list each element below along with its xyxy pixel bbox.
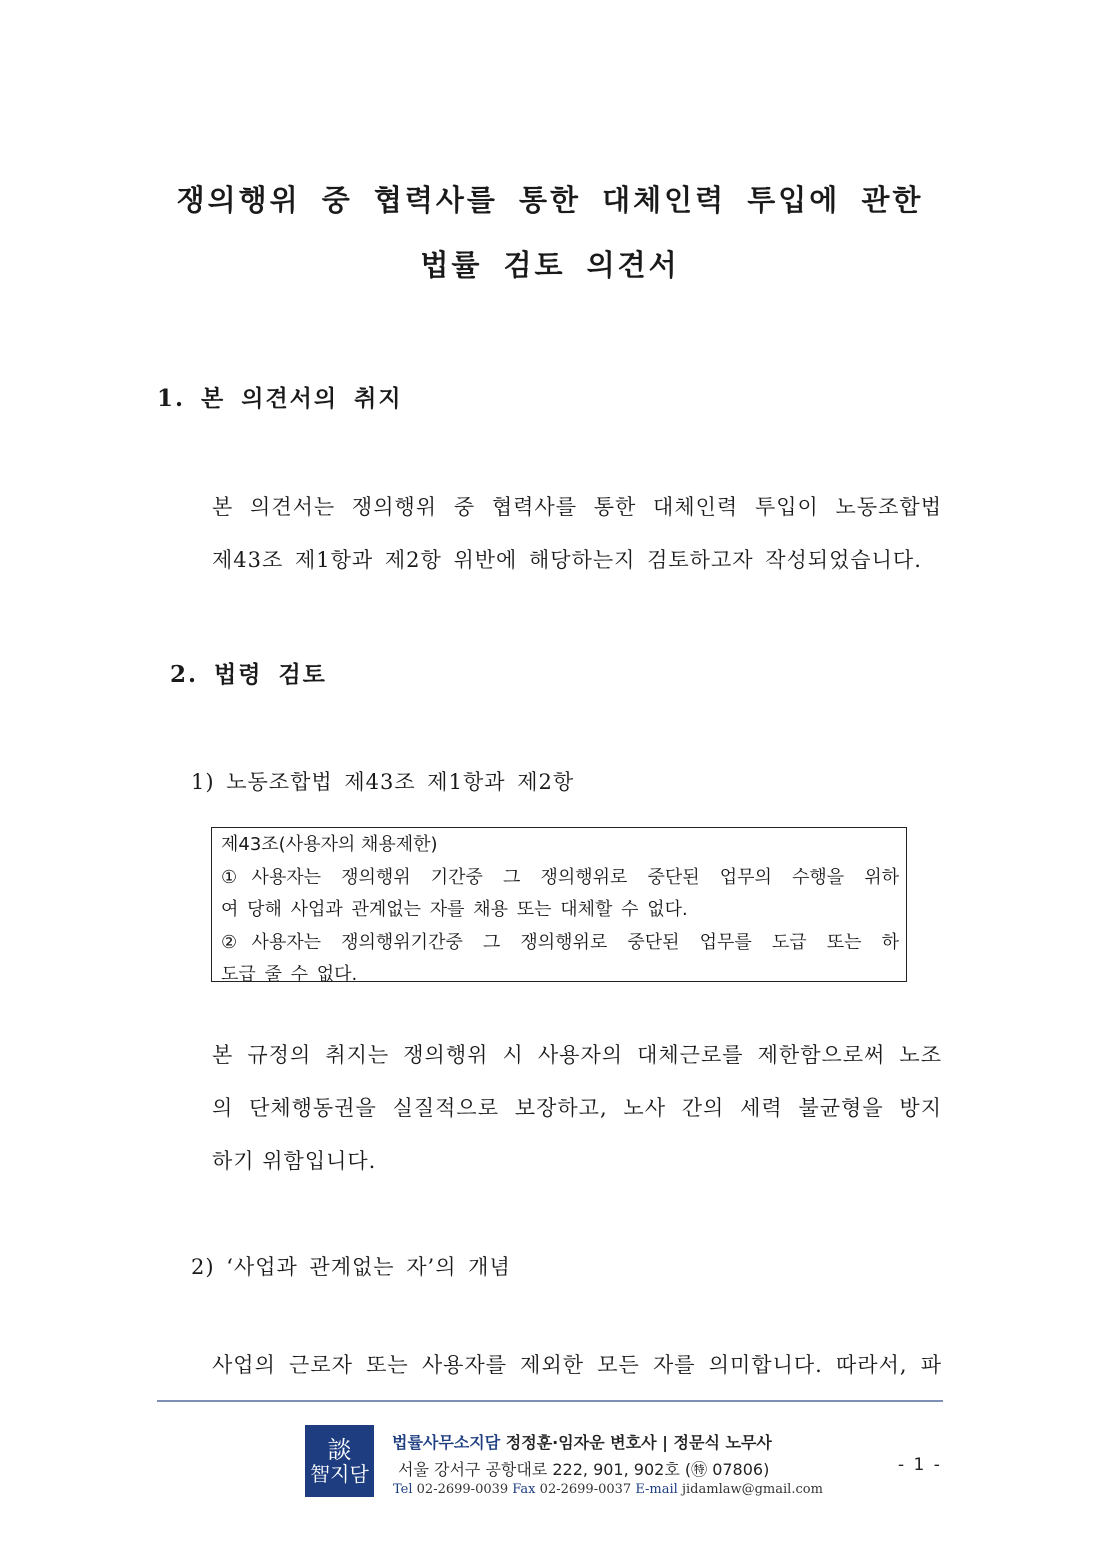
email-label: E-mail xyxy=(635,1482,678,1497)
law-article-box xyxy=(211,827,907,985)
firm-info-line xyxy=(392,1430,772,1453)
firm-contact-line xyxy=(393,1482,823,1497)
section2-heading: 2. 법령 검토 xyxy=(170,661,327,688)
logo-text-top: 談 xyxy=(327,1436,352,1464)
law-firm-logo xyxy=(305,1425,374,1497)
subsection1-paragraph-line2: 의 단체행동권을 실질적으로 보장하고, 노사 간의 세력 불균형을 방지 xyxy=(212,1096,942,1120)
law-article-clause2-line1: ②사용자는 쟁의행위기간중 그 쟁의행위로 중단된 업무를 도급 또는 하 xyxy=(221,931,899,953)
subsection2-heading: 2) ‘사업과 관계없는 자’의 개념 xyxy=(191,1255,511,1279)
fax-number: 02-2699-0037 xyxy=(539,1482,632,1497)
firm-labor-attorney: 정문식 노무사 xyxy=(673,1433,772,1452)
document-title-line2: 법률 검토 의견서 xyxy=(420,248,680,282)
subsection1-paragraph-line1: 본 규정의 취지는 쟁의행위 시 사용자의 대체근로를 제한함으로써 노조 xyxy=(212,1043,942,1067)
firm-address: 서울 강서구 공항대로 222, 901, 902호 (㊕ 07806) xyxy=(398,1460,770,1479)
tel-number: 02-2699-0039 xyxy=(416,1482,509,1497)
document-title-line1: 쟁의행위 중 협력사를 통한 대체인력 투입에 관한 xyxy=(176,183,924,217)
section1-paragraph-line1: 본 의견서는 쟁의행위 중 협력사를 통한 대체인력 투입이 노동조합법 xyxy=(212,495,942,519)
firm-separator: | xyxy=(662,1433,668,1452)
law-article-clause2-line2: 도급 줄 수 없다. xyxy=(221,964,358,985)
subsection1-paragraph-line3: 하기 위함입니다. xyxy=(212,1149,377,1173)
page-number: - 1 - xyxy=(898,1455,942,1475)
email-address: jidamlaw@gmail.com xyxy=(681,1482,823,1497)
tel-label: Tel xyxy=(393,1482,413,1497)
law-article-title: 제43조(사용자의 채용제한) xyxy=(221,834,438,855)
footer-divider xyxy=(157,1400,943,1402)
law-article-clause1-line1: ①사용자는 쟁의행위 기간중 그 쟁의행위로 중단된 업무의 수행을 위하 xyxy=(221,866,899,888)
firm-name: 법률사무소지담 xyxy=(392,1433,501,1452)
subsection1-heading: 1) 노동조합법 제43조 제1항과 제2항 xyxy=(191,770,575,794)
section1-heading: 1. 본 의견서의 취지 xyxy=(157,385,403,412)
subsection2-paragraph-line1: 사업의 근로자 또는 사용자를 제외한 모든 자를 의미합니다. 따라서, 파 xyxy=(212,1353,942,1377)
fax-label: Fax xyxy=(512,1482,536,1497)
section1-paragraph-line2: 제43조 제1항과 제2항 위반에 해당하는지 검토하고자 작성되었습니다. xyxy=(212,548,922,572)
law-article-clause1-line2: 여 당해 사업과 관계없는 자를 채용 또는 대체할 수 없다. xyxy=(221,899,688,920)
firm-lawyers: 정정훈·임자운 변호사 xyxy=(505,1433,657,1452)
logo-text-bottom: 智지담 xyxy=(310,1462,369,1486)
